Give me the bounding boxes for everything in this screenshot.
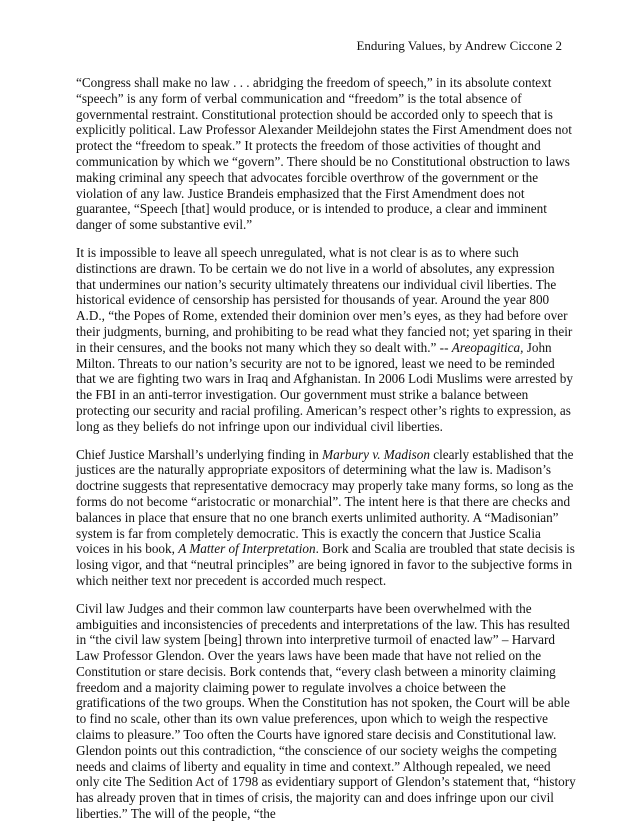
book-title-matter-of-interpretation: A Matter of Interpretation xyxy=(178,541,316,557)
paragraph-2-text-a: It is impossible to leave all speech unregulated, what is not clear is as to where such distinctions are drawn. To be certain we do not live in a world of absolutes, any expression that undermines our nation’s security ultimately threatens our individual civil liberties. The historical evidence of censorship has persisted for thousands of year. Around the year 800 A.D., “the Popes of Rome, extended their dominion over men’s eyes, as they had before over their judgments, burning, and prohibiting to be read what they fancied not; yet sparing in their in their censures, and the books not many which they so dealt with.” -- xyxy=(76,244,573,355)
paragraph-4: Civil law Judges and their common law counterparts have been overwhelmed with the ambiguities and inconsistencies of precedents and interpretations of the law. This has resulted in “the civil law system [being] thrown into interpretive turmoil of enacted law” – Harvard Law Professor Glendon. Over the years laws have been made that have not relied on the Constitution or stare decisis. Bork contends that, “every clash between a minority claiming freedom and a majority claiming power to regulate involves a choice between the gratifications of the two groups. When the Constitution has not spoken, the Court will be able to find no scale, other than its own value preferences, upon which to weigh the respective claims to pleasure.” Too often the Courts have ignored stare decisis and Constitutional law. Glendon points out this contradiction, “the conscience of our society weighs the competing needs and claims of liberty and equality in time and context.” Although repealed, we need only cite The Sedition Act of 1798 as evidentiary support of Glendon’s statement that, “history has already proven that in times of crisis, the majority can and does infringe upon our civil liberties.” The will of the people, “the xyxy=(76,600,576,822)
body-text xyxy=(76,75,576,834)
case-title-marbury: Marbury v. Madison xyxy=(322,446,430,462)
header-title: Enduring Values, by Andrew Ciccone xyxy=(356,38,553,53)
work-title-areopagitica: Areopagitica, xyxy=(451,339,524,355)
paragraph-2-text-b: John Milton. Threats to our nation’s security are not to be ignored, least we need to be reminded that we are fighting two wars in Iraq and Afghanistan. In 2006 Lodi Muslims were arrested by the FBI in an anti-terror investigation. Our government must strike a balance between protecting our security and racial profiling. American’s respect other’s rights to expression, as long as they beliefs do not infringe upon our individual civil liberties. xyxy=(76,339,573,434)
paragraph-3-text-a: Chief Justice Marshall’s underlying finding in xyxy=(76,446,323,462)
paragraph-2 xyxy=(76,245,576,435)
paragraph-3 xyxy=(76,447,576,589)
paragraph-3-text-c: . Bork and Scalia are troubled that state decisis is losing vigor, and that “neutral principles” are being ignored in favor to the subjective forms in which neither text nor precedent is accorded much respect. xyxy=(76,541,575,588)
running-header xyxy=(356,38,562,54)
paragraph-3-text-b: clearly established that the justices are the naturally appropriate expositors of determining what the law is. Madison’s doctrine suggests that representative democracy may properly take many forms, so long as the forms do not become “aristocratic or monarchial”. The intent here is that there are checks and balances in place that ensure that no one branch exerts unlimited authority. A “Madisonian” system is far from completely democratic. This is exactly the concern that Justice Scalia voices in his book, xyxy=(76,446,574,557)
paragraph-1: “Congress shall make no law . . . abridging the freedom of speech,” in its absolute context “speech” is any form of verbal communication and “freedom” is the total absence of governmental restraint. Constitutional protection should be accorded only to speech that is explicitly political. Law Professor Alexander Meildejohn states the First Amendment does not protect the “freedom to speak.” It protects the freedom of those activities of thought and communication by which we “govern”. There should be no Constitutional obstruction to laws making criminal any speech that advocates forcible overthrow of the government or the violation of any law. Justice Brandeis emphasized that the First Amendment does not guarantee, “Speech [that] would produce, or is intended to produce, a clear and imminent danger of some substantive evil.” xyxy=(76,75,572,233)
page-number: 2 xyxy=(555,38,562,53)
